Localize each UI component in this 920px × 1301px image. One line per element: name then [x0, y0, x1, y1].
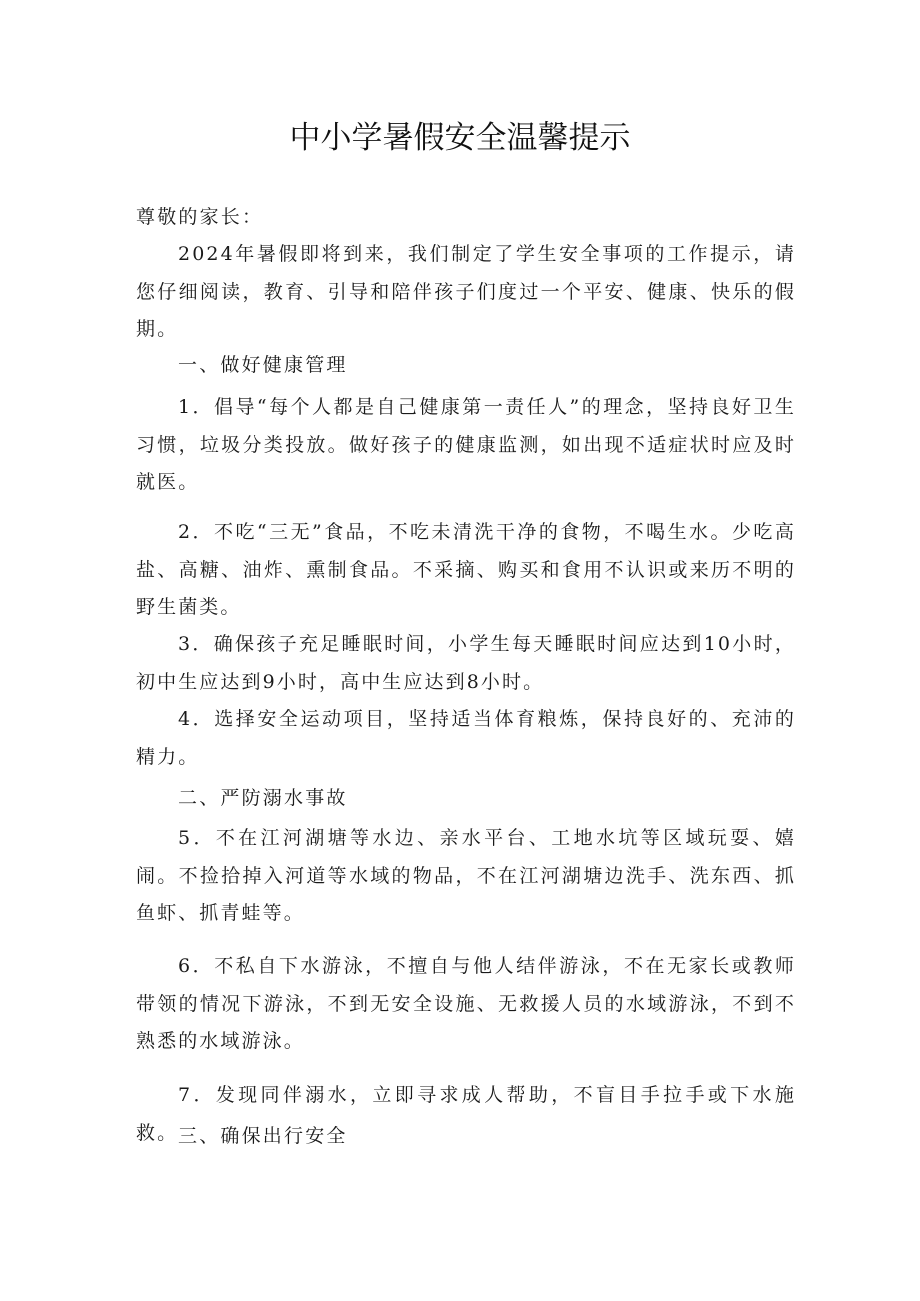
section-heading-drowning: 二、严防溺水事故	[178, 787, 348, 809]
salutation: 尊敬的家长：	[136, 206, 264, 228]
list-item: 2．不吃“三无”食品，不吃未清洗干净的食物，不喝生水。少吃高盐、高糖、油炸、熏制食品。不采摘、购买和食用不认识或来历不明的野生菌类。	[136, 521, 796, 618]
list-item: 1．倡导“每个人都是自己健康第一责任人”的理念，坚持良好卫生习惯，垃圾分类投放。做好孩子的健康监测，如出现不适症状时应及时就医。	[136, 396, 796, 493]
list-item: 6．不私自下水游泳，不擅自与他人结伴游泳，不在无家长或教师带领的情况下游泳，不到无安全设施、无救援人员的水域游泳，不到不熟悉的水域游泳。	[136, 955, 796, 1052]
list-item: 7．发现同伴溺水，立即寻求成人帮助，不盲目手拉手或下水施救。	[136, 1084, 796, 1144]
section-heading-health: 一、做好健康管理	[178, 354, 348, 376]
section-heading-travel: 三、确保出行安全	[178, 1125, 348, 1147]
intro-paragraph: 2024年暑假即将到来，我们制定了学生安全事项的工作提示，请您仔细阅读，教育、引导和陪伴孩子们度过一个平安、健康、快乐的假期。	[136, 243, 796, 340]
list-item: 3．确保孩子充足睡眠时间，小学生每天睡眠时间应达到10小时，初中生应达到9小时，高中生应达到8小时。	[136, 633, 796, 693]
document-title: 中小学暑假安全温馨提示	[289, 120, 631, 156]
list-item: 4．选择安全运动项目，坚持适当体育粮炼，保持良好的、充沛的精力。	[136, 708, 796, 768]
list-item: 5．不在江河湖塘等水边、亲水平台、工地水坑等区域玩耍、嬉闹。不捡拾掉入河道等水域的物品，不在江河湖塘边洗手、洗东西、抓鱼虾、抓青蛙等。	[136, 827, 796, 924]
